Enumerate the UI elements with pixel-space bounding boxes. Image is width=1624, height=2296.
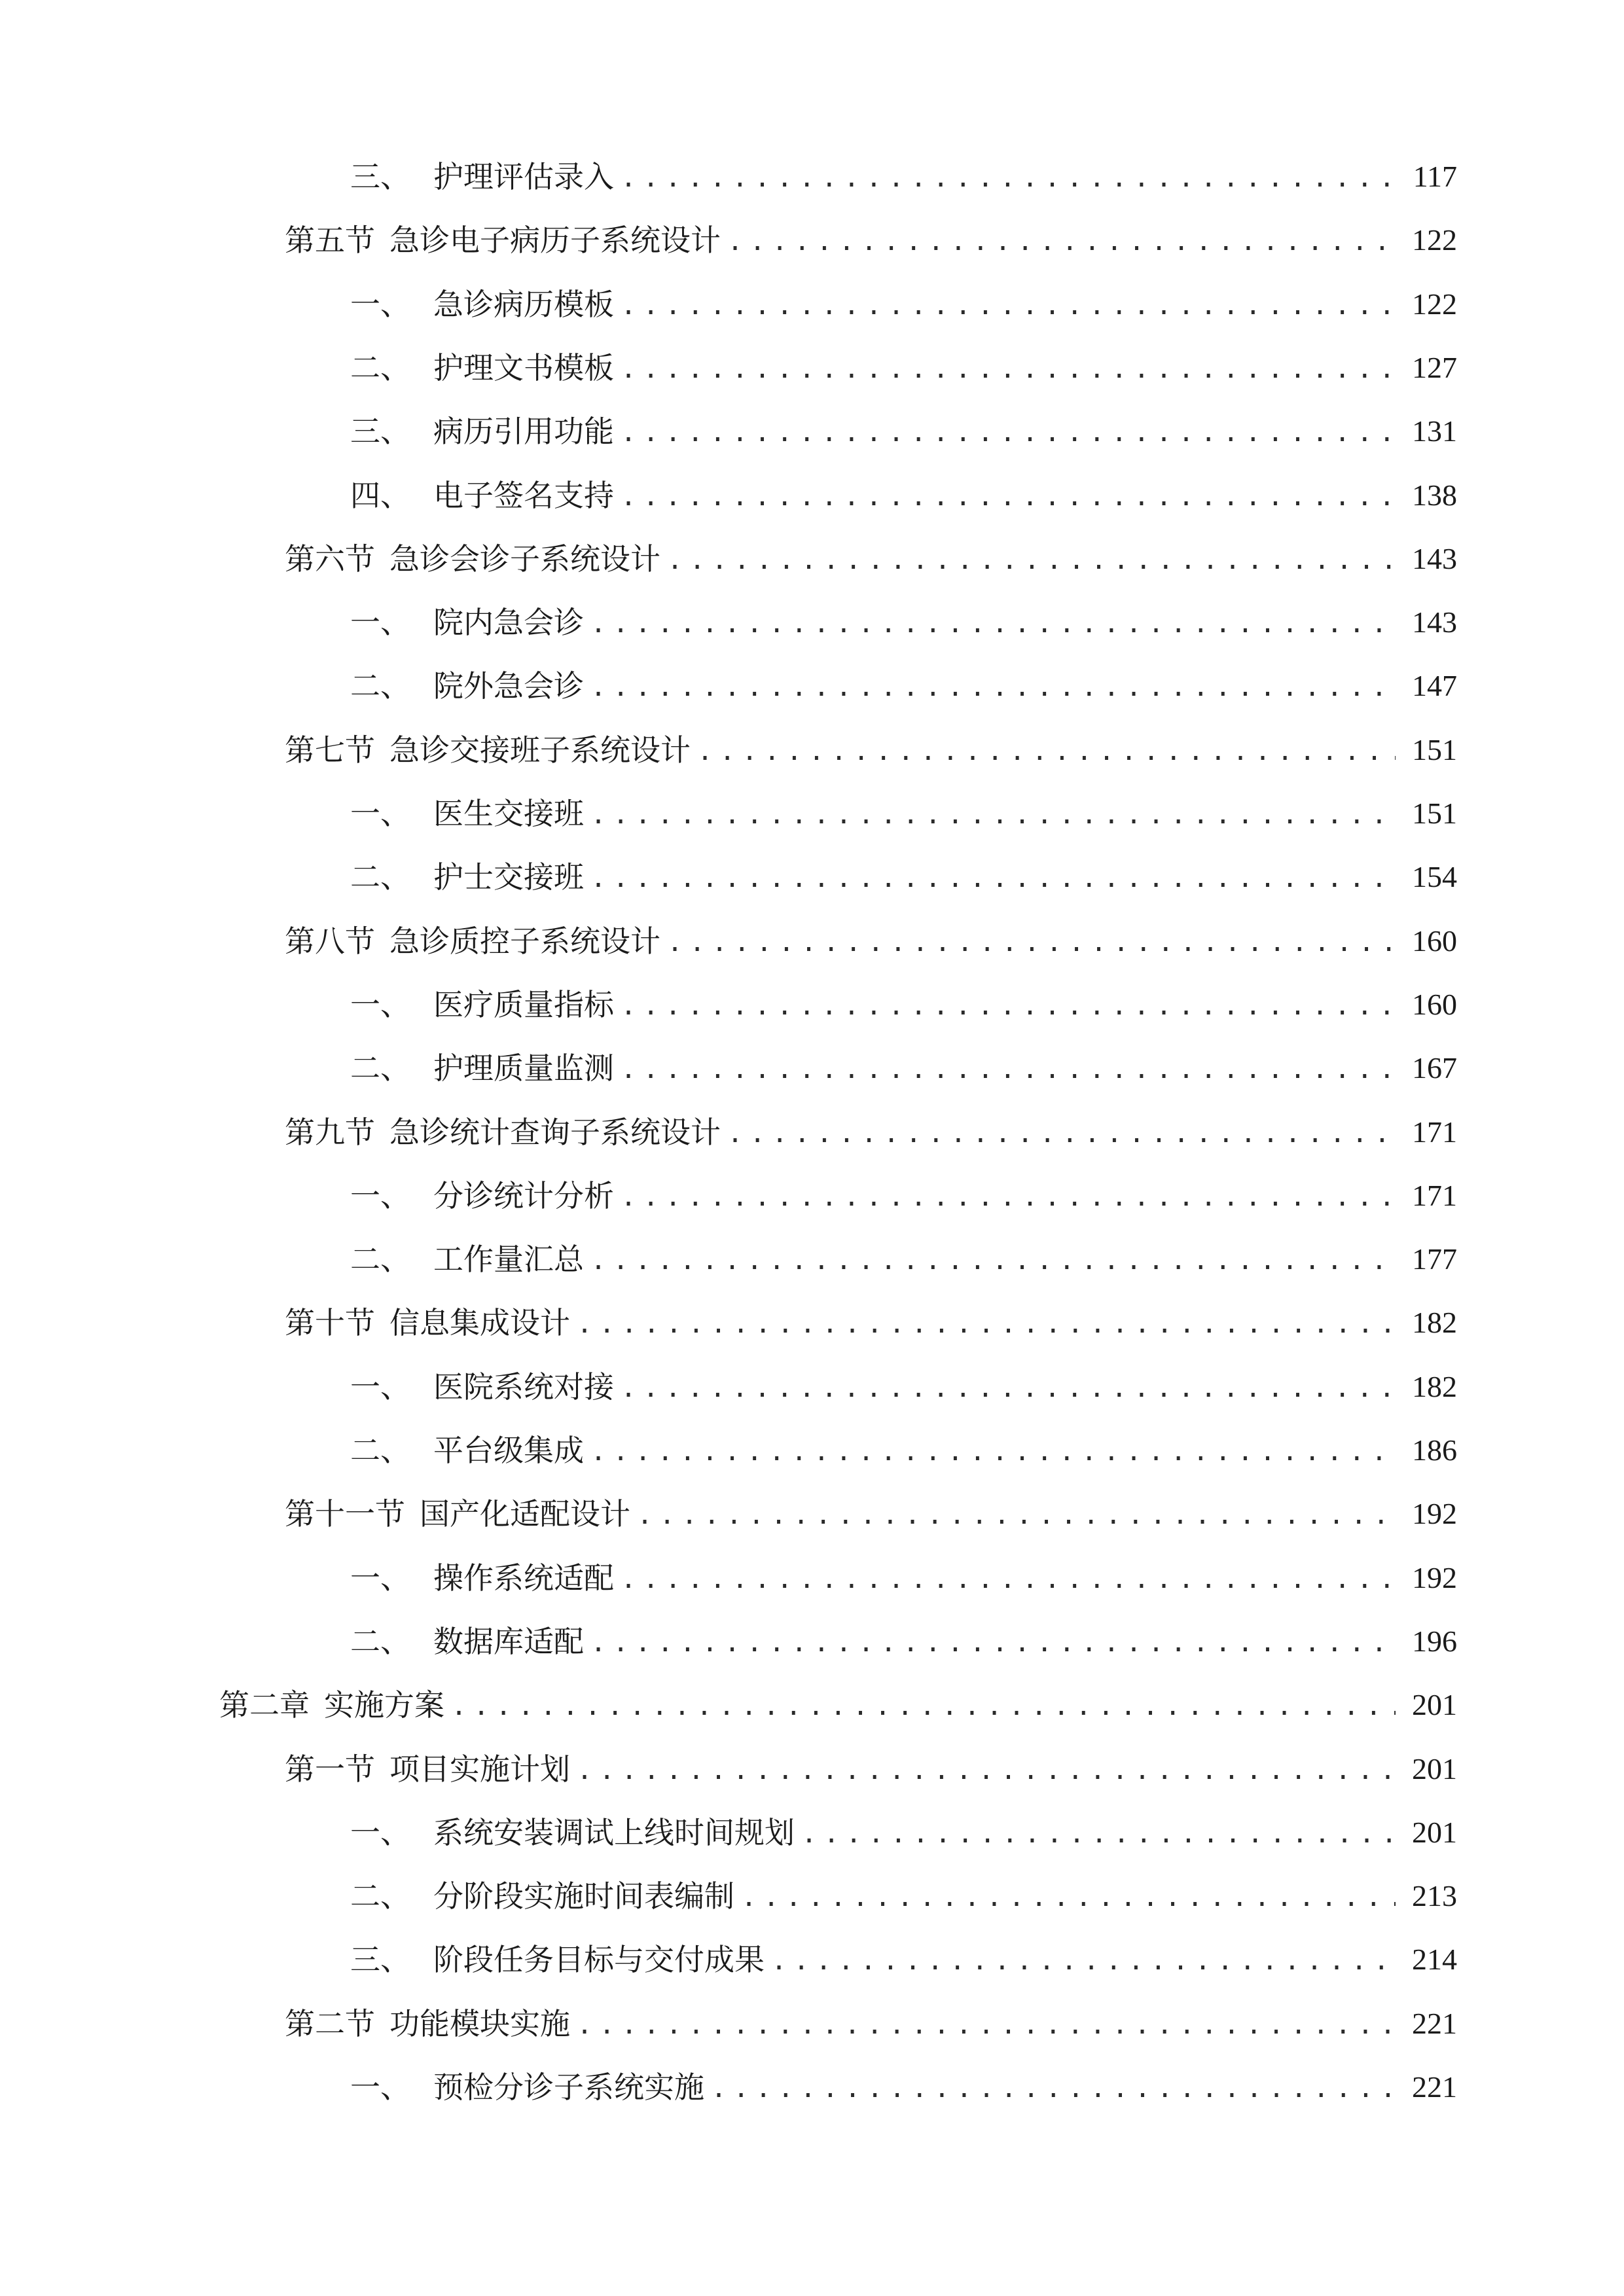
toc-entry-title: 平台级集成 bbox=[433, 1433, 584, 1468]
toc-entry[interactable] bbox=[285, 1491, 1457, 1537]
toc-entry[interactable] bbox=[219, 1682, 1457, 1728]
toc-dot-leader bbox=[590, 793, 1396, 836]
toc-dot-leader bbox=[697, 730, 1396, 773]
toc-entry-page: 182 bbox=[1412, 1306, 1457, 1339]
toc-entry-page: 122 bbox=[1412, 287, 1457, 321]
toc-entry-page: 117 bbox=[1413, 160, 1457, 193]
toc-entry[interactable] bbox=[350, 1810, 1457, 1856]
toc-entry[interactable] bbox=[350, 854, 1457, 900]
toc-entry-number: 三、 bbox=[350, 414, 410, 449]
toc-entry[interactable] bbox=[350, 663, 1457, 709]
toc-dot-leader bbox=[590, 602, 1396, 645]
toc-dot-leader bbox=[637, 1494, 1396, 1537]
toc-entry-page: 160 bbox=[1412, 924, 1457, 958]
toc-entry-number: 第一节 bbox=[285, 1751, 375, 1787]
toc-dot-leader bbox=[577, 2003, 1396, 2047]
toc-entry-number: 二、 bbox=[350, 1878, 410, 1914]
toc-dot-leader bbox=[711, 2067, 1396, 2110]
toc-dot-leader bbox=[621, 411, 1396, 454]
toc-entry[interactable] bbox=[350, 791, 1457, 836]
toc-entry-page: 151 bbox=[1412, 797, 1457, 830]
toc-entry-title: 医疗质量指标 bbox=[433, 987, 614, 1022]
toc-dot-leader bbox=[621, 984, 1396, 1028]
toc-entry-page: 196 bbox=[1412, 1624, 1457, 1658]
toc-entry-title: 数据库适配 bbox=[433, 1624, 584, 1659]
toc-entry-number: 三、 bbox=[350, 1942, 410, 1977]
toc-entry-number: 一、 bbox=[350, 2070, 410, 2105]
toc-entry-number: 一、 bbox=[350, 1815, 410, 1850]
toc-entry-page: 192 bbox=[1412, 1561, 1457, 1594]
toc-dot-leader bbox=[590, 1239, 1396, 1282]
toc-entry[interactable] bbox=[350, 600, 1457, 645]
toc-entry-number: 三、 bbox=[350, 159, 410, 194]
toc-dot-leader bbox=[577, 1749, 1396, 1792]
toc-entry-number: 第五节 bbox=[285, 223, 375, 258]
toc-entry-page: 151 bbox=[1412, 733, 1457, 766]
toc-entry-title: 护士交接班 bbox=[433, 859, 584, 895]
toc-entry-title: 实施方案 bbox=[324, 1687, 444, 1723]
toc-entry[interactable] bbox=[350, 1173, 1457, 1219]
toc-entry-page: 127 bbox=[1412, 351, 1457, 384]
toc-entry-title: 医生交接班 bbox=[433, 796, 584, 831]
toc-dot-leader bbox=[621, 1048, 1396, 1091]
toc-entry-page: 138 bbox=[1412, 478, 1457, 512]
toc-entry[interactable] bbox=[350, 1427, 1457, 1473]
toc-entry-page: 122 bbox=[1412, 223, 1457, 257]
toc-entry-number: 一、 bbox=[350, 1369, 410, 1405]
toc-entry[interactable] bbox=[350, 982, 1457, 1028]
toc-entry-title: 急诊病历模板 bbox=[433, 287, 614, 322]
toc-entry-number: 二、 bbox=[350, 668, 410, 704]
toc-entry[interactable] bbox=[350, 408, 1457, 454]
toc-entry-title: 院外急会诊 bbox=[433, 668, 584, 704]
toc-entry[interactable] bbox=[285, 1746, 1457, 1792]
toc-entry-title: 电子签名支持 bbox=[433, 478, 614, 513]
toc-entry-title: 国产化适配设计 bbox=[420, 1496, 630, 1532]
toc-entry-title: 病历引用功能 bbox=[433, 414, 614, 449]
toc-dot-leader bbox=[801, 1812, 1396, 1856]
toc-entry-page: 182 bbox=[1412, 1370, 1457, 1403]
toc-entry-page: 177 bbox=[1412, 1242, 1457, 1276]
toc-entry[interactable] bbox=[285, 536, 1457, 582]
toc-entry-title: 系统安装调试上线时间规划 bbox=[433, 1815, 795, 1850]
toc-entry-title: 信息集成设计 bbox=[389, 1305, 570, 1340]
toc-entry-number: 第十一节 bbox=[285, 1496, 405, 1532]
toc-entry[interactable] bbox=[350, 1873, 1457, 1919]
toc-entry-page: 154 bbox=[1412, 860, 1457, 893]
toc-entry-number: 一、 bbox=[350, 987, 410, 1022]
toc-entry[interactable] bbox=[350, 1236, 1457, 1282]
toc-entry-page: 201 bbox=[1412, 1816, 1457, 1849]
toc-dot-leader bbox=[771, 1939, 1396, 1982]
toc-entry[interactable] bbox=[350, 1937, 1457, 1982]
toc-entry-title: 院内急会诊 bbox=[433, 605, 584, 640]
toc-dot-leader bbox=[590, 1621, 1396, 1664]
toc-entry-title: 护理质量监测 bbox=[433, 1050, 614, 1086]
toc-entry-number: 四、 bbox=[350, 478, 410, 513]
toc-entry[interactable] bbox=[350, 2064, 1457, 2110]
toc-dot-leader bbox=[667, 921, 1396, 964]
toc-entry-number: 二、 bbox=[350, 1624, 410, 1659]
toc-entry-page: 186 bbox=[1412, 1433, 1457, 1467]
toc-entry-title: 急诊统计查询子系统设计 bbox=[389, 1115, 721, 1150]
toc-entry-page: 171 bbox=[1412, 1179, 1457, 1212]
toc-entry-title: 急诊会诊子系统设计 bbox=[389, 541, 660, 577]
toc-entry[interactable] bbox=[350, 281, 1457, 327]
toc-entry-number: 一、 bbox=[350, 605, 410, 640]
toc-entry[interactable] bbox=[350, 1045, 1457, 1091]
toc-entry[interactable] bbox=[350, 154, 1457, 200]
toc-entry-number: 一、 bbox=[350, 796, 410, 831]
toc-entry[interactable] bbox=[285, 217, 1457, 263]
toc-entry-title: 操作系统适配 bbox=[433, 1560, 614, 1596]
toc-entry-title: 项目实施计划 bbox=[389, 1751, 570, 1787]
toc-entry-title: 医院系统对接 bbox=[433, 1369, 614, 1405]
toc-dot-leader bbox=[577, 1302, 1396, 1346]
toc-entry-page: 192 bbox=[1412, 1497, 1457, 1530]
toc-dot-leader bbox=[621, 1558, 1396, 1601]
toc-entry-page: 201 bbox=[1412, 1688, 1457, 1721]
toc-entry[interactable] bbox=[350, 1364, 1457, 1410]
toc-dot-leader bbox=[667, 539, 1396, 582]
toc-entry-number: 第八节 bbox=[285, 924, 375, 959]
toc-entry-page: 143 bbox=[1412, 542, 1457, 575]
toc-dot-leader bbox=[590, 1430, 1396, 1473]
toc-entry[interactable] bbox=[285, 727, 1457, 773]
toc-dot-leader bbox=[451, 1685, 1396, 1728]
toc-entry[interactable] bbox=[350, 473, 1457, 518]
toc-entry-page: 201 bbox=[1412, 1752, 1457, 1785]
toc-entry[interactable] bbox=[350, 345, 1457, 391]
toc-dot-leader bbox=[727, 1112, 1396, 1155]
toc-entry-number: 二、 bbox=[350, 1050, 410, 1086]
toc-entry-number: 二、 bbox=[350, 859, 410, 895]
toc-entry-page: 213 bbox=[1412, 1879, 1457, 1912]
toc-entry-page: 221 bbox=[1412, 2070, 1457, 2104]
toc-entry-number: 第九节 bbox=[285, 1115, 375, 1150]
toc-entry-title: 分诊统计分析 bbox=[433, 1178, 614, 1213]
toc-entry-page: 160 bbox=[1412, 988, 1457, 1021]
toc-entry-page: 167 bbox=[1412, 1051, 1457, 1085]
toc-dot-leader bbox=[590, 666, 1396, 709]
toc-entry-title: 功能模块实施 bbox=[389, 2006, 570, 2041]
toc-entry-number: 第二章 bbox=[219, 1687, 310, 1723]
toc-entry-title: 阶段任务目标与交付成果 bbox=[433, 1942, 765, 1977]
toc-dot-leader bbox=[727, 220, 1396, 263]
toc-entry-title: 急诊交接班子系统设计 bbox=[389, 732, 691, 768]
toc-entry[interactable] bbox=[285, 1109, 1457, 1155]
toc-entry-number: 一、 bbox=[350, 1178, 410, 1213]
toc-dot-leader bbox=[621, 156, 1396, 200]
toc-dot-leader bbox=[590, 857, 1396, 900]
toc-entry-page: 131 bbox=[1412, 414, 1457, 448]
toc-entry-number: 第十节 bbox=[285, 1305, 375, 1340]
toc-dot-leader bbox=[741, 1876, 1396, 1919]
toc-entry[interactable] bbox=[285, 2001, 1457, 2047]
toc-entry[interactable] bbox=[285, 918, 1457, 964]
toc-dot-leader bbox=[621, 475, 1396, 518]
toc-entry-title: 护理文书模板 bbox=[433, 350, 614, 386]
toc-entry-title: 护理评估录入 bbox=[433, 159, 614, 194]
toc-entry-number: 第七节 bbox=[285, 732, 375, 768]
toc-entry-number: 二、 bbox=[350, 350, 410, 386]
toc-entry-title: 急诊质控子系统设计 bbox=[389, 924, 660, 959]
toc-entry-title: 工作量汇总 bbox=[433, 1242, 584, 1277]
toc-entry[interactable] bbox=[350, 1619, 1457, 1664]
toc-entry-number: 一、 bbox=[350, 1560, 410, 1596]
toc-entry-title: 分阶段实施时间表编制 bbox=[433, 1878, 734, 1914]
toc-entry-page: 221 bbox=[1412, 2007, 1457, 2040]
toc-entry[interactable] bbox=[285, 1300, 1457, 1346]
toc-entry-number: 二、 bbox=[350, 1433, 410, 1468]
toc-entry[interactable] bbox=[350, 1555, 1457, 1601]
toc-dot-leader bbox=[621, 348, 1396, 391]
toc-entry-page: 171 bbox=[1412, 1115, 1457, 1149]
toc-entry-page: 147 bbox=[1412, 669, 1457, 702]
toc-entry-page: 143 bbox=[1412, 605, 1457, 639]
toc-entry-number: 第六节 bbox=[285, 541, 375, 577]
toc-dot-leader bbox=[621, 1175, 1396, 1219]
toc-entry-number: 一、 bbox=[350, 287, 410, 322]
toc-entry-page: 214 bbox=[1412, 1943, 1457, 1976]
toc-entry-number: 第二节 bbox=[285, 2006, 375, 2041]
toc-entry-title: 急诊电子病历子系统设计 bbox=[389, 223, 721, 258]
toc-dot-leader bbox=[621, 284, 1396, 327]
toc-dot-leader bbox=[621, 1367, 1396, 1410]
toc-entry-title: 预检分诊子系统实施 bbox=[433, 2070, 704, 2105]
toc-entry-number: 二、 bbox=[350, 1242, 410, 1277]
